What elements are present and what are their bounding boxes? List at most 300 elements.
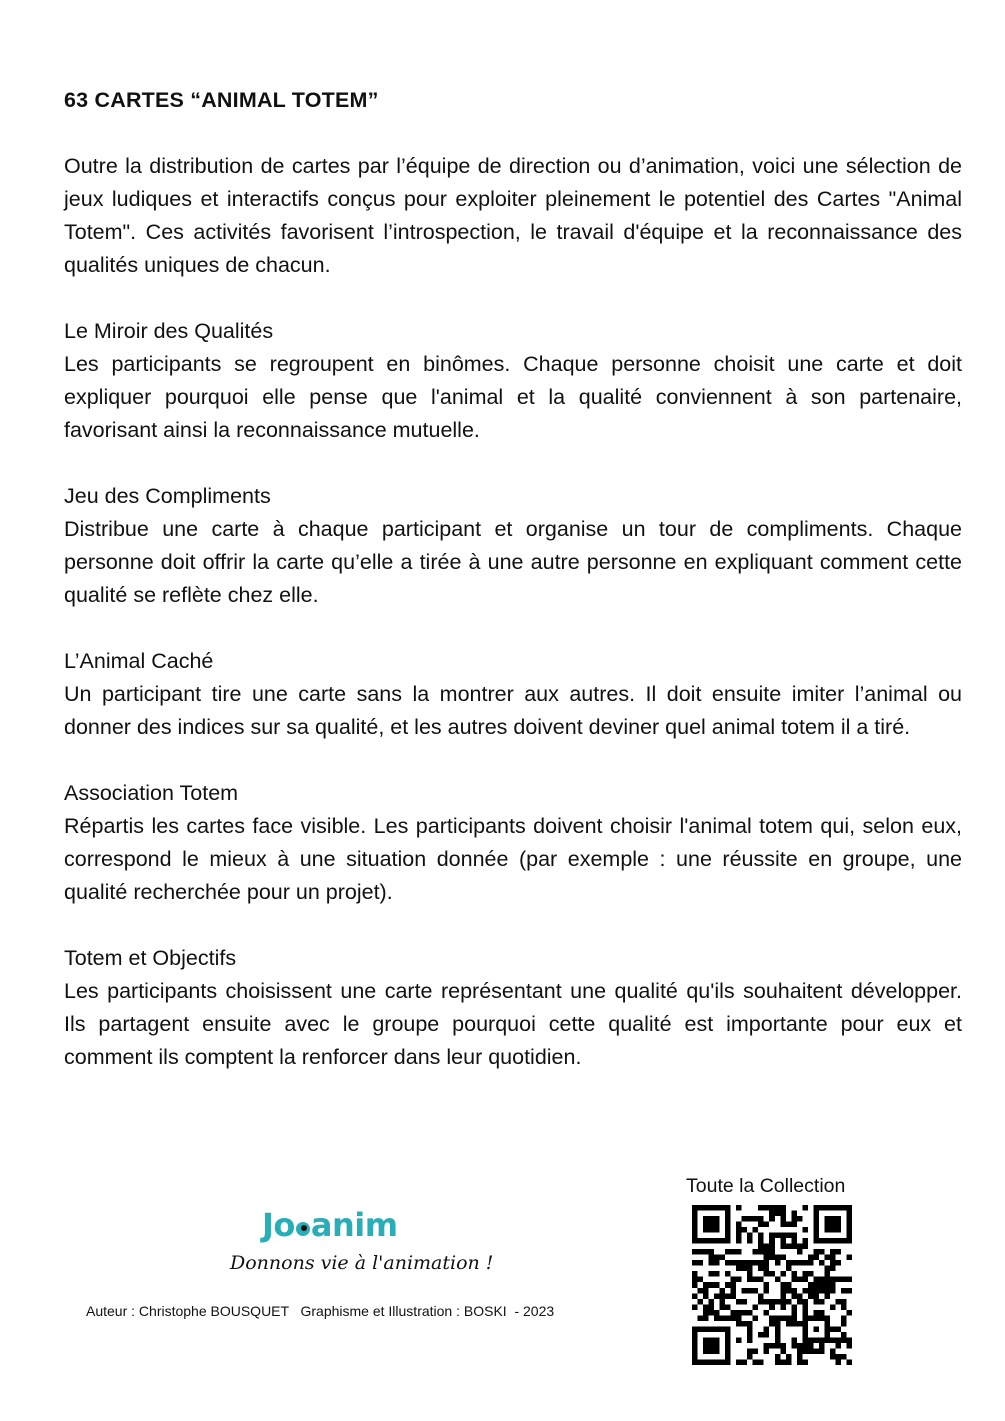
qr-module	[698, 1288, 704, 1294]
qr-module	[692, 1260, 698, 1266]
qr-module	[764, 1222, 770, 1228]
qr-module	[791, 1293, 797, 1299]
qr-module	[698, 1299, 704, 1305]
qr-module	[709, 1304, 715, 1310]
qr-module	[824, 1293, 830, 1299]
qr-module	[813, 1293, 819, 1299]
qr-module	[791, 1211, 797, 1217]
qr-module	[769, 1233, 775, 1239]
qr-module	[780, 1238, 786, 1244]
qr-module	[764, 1310, 770, 1316]
qr-module	[764, 1266, 770, 1272]
qr-module	[797, 1359, 803, 1365]
qr-module	[753, 1359, 759, 1365]
qr-module	[780, 1244, 786, 1250]
qr-module	[775, 1354, 781, 1360]
qr-module	[747, 1354, 753, 1360]
qr-module	[747, 1238, 753, 1244]
qr-module	[791, 1271, 797, 1277]
qr-module	[703, 1315, 709, 1321]
qr-module	[841, 1299, 847, 1305]
qr-module	[758, 1293, 764, 1299]
qr-finder-center	[824, 1216, 841, 1233]
qr-module	[731, 1310, 737, 1316]
qr-module	[725, 1249, 731, 1255]
qr-module	[714, 1255, 720, 1261]
qr-module	[764, 1244, 770, 1250]
qr-module	[758, 1266, 764, 1272]
qr-module	[797, 1343, 803, 1349]
qr-module	[802, 1343, 808, 1349]
qr-module	[830, 1354, 836, 1360]
qr-module	[709, 1299, 715, 1305]
qr-module	[846, 1343, 852, 1349]
qr-module	[703, 1282, 709, 1288]
qr-module	[846, 1255, 852, 1261]
qr-module	[786, 1321, 792, 1327]
qr-module	[775, 1321, 781, 1327]
section-title: Le Miroir des Qualités	[64, 319, 274, 343]
qr-module	[758, 1249, 764, 1255]
qr-module	[736, 1310, 742, 1316]
qr-module	[731, 1249, 737, 1255]
qr-module	[791, 1343, 797, 1349]
qr-module	[742, 1310, 748, 1316]
qr-module	[791, 1310, 797, 1316]
qr-module	[841, 1304, 847, 1310]
qr-module	[791, 1304, 797, 1310]
qr-module	[830, 1249, 836, 1255]
qr-module	[709, 1260, 715, 1266]
qr-module	[802, 1348, 808, 1354]
credits-line: Auteur : Christophe BOUSQUET Graphisme et Illustration : BOSKI - 2023	[86, 1303, 555, 1319]
qr-module	[780, 1222, 786, 1228]
qr-module	[841, 1332, 847, 1338]
qr-module	[731, 1277, 737, 1283]
qr-module	[819, 1348, 825, 1354]
qr-module	[703, 1288, 709, 1294]
qr-module	[819, 1282, 825, 1288]
qr-module	[819, 1277, 825, 1283]
qr-module	[835, 1354, 841, 1360]
qr-module	[797, 1299, 803, 1305]
qr-module	[830, 1255, 836, 1261]
qr-module	[808, 1282, 814, 1288]
qr-module	[758, 1205, 764, 1211]
qr-module	[720, 1255, 726, 1261]
qr-module	[764, 1249, 770, 1255]
qr-module	[802, 1359, 808, 1365]
qr-module	[819, 1343, 825, 1349]
section-text: Les participants se regroupent en binômes. Chaque personne choisit une carte et doit expliquer pourquoi elle pense que l'animal et la qualité conviennent à son partenaire, favorisant ainsi la reconnaissance mutuelle.	[64, 352, 962, 442]
qr-module	[780, 1359, 786, 1365]
qr-module	[736, 1359, 742, 1365]
qr-module	[753, 1249, 759, 1255]
qr-module	[802, 1277, 808, 1283]
qr-module	[747, 1337, 753, 1343]
qr-module	[731, 1288, 737, 1294]
qr-module	[835, 1343, 841, 1349]
qr-module	[731, 1315, 737, 1321]
qr-module	[736, 1249, 742, 1255]
qr-module	[808, 1271, 814, 1277]
qr-module	[720, 1315, 726, 1321]
section-compliments	[64, 480, 962, 612]
qr-module	[764, 1205, 770, 1211]
qr-module	[769, 1343, 775, 1349]
qr-module	[769, 1315, 775, 1321]
qr-module	[830, 1277, 836, 1283]
qr-module	[714, 1293, 720, 1299]
qr-module	[725, 1304, 731, 1310]
qr-module	[824, 1266, 830, 1272]
qr-module	[769, 1244, 775, 1250]
qr-module	[780, 1211, 786, 1217]
qr-module	[775, 1337, 781, 1343]
qr-module	[742, 1321, 748, 1327]
qr-module	[764, 1299, 770, 1305]
section-animal-cache	[64, 645, 962, 744]
section-text: Répartis les cartes face visible. Les participants doivent choisir l'animal totem qui, selon eux, correspond le mieux à une situation donnée (par exemple : une réussite en groupe, une qualité recherchée pour un projet).	[64, 814, 962, 904]
qr-module	[753, 1216, 759, 1222]
qr-module	[775, 1332, 781, 1338]
qr-module	[747, 1348, 753, 1354]
qr-module	[769, 1271, 775, 1277]
qr-module	[780, 1293, 786, 1299]
qr-module	[714, 1271, 720, 1277]
qr-module	[791, 1222, 797, 1228]
qr-module	[692, 1249, 698, 1255]
qr-module	[813, 1277, 819, 1283]
qr-module	[819, 1288, 825, 1294]
qr-module	[753, 1348, 759, 1354]
jobanim-logo	[222, 1206, 494, 1286]
qr-module	[802, 1271, 808, 1277]
qr-module	[797, 1293, 803, 1299]
qr-module	[780, 1304, 786, 1310]
qr-module	[720, 1293, 726, 1299]
qr-finder-center	[703, 1337, 720, 1354]
qr-module	[813, 1282, 819, 1288]
qr-module	[802, 1299, 808, 1305]
qr-module	[692, 1271, 698, 1277]
qr-module	[797, 1244, 803, 1250]
qr-caption: Toute la Collection	[686, 1175, 846, 1197]
qr-module	[830, 1282, 836, 1288]
qr-module	[830, 1288, 836, 1294]
qr-module	[841, 1288, 847, 1294]
qr-module	[797, 1354, 803, 1360]
qr-module	[846, 1288, 852, 1294]
qr-module	[769, 1211, 775, 1217]
qr-module	[791, 1315, 797, 1321]
intro-paragraph: Outre la distribution de cartes par l’équipe de direction ou d’animation, voici une sélection de jeux ludiques et interactifs conçus pour exploiter pleinement le potentiel des Cartes "Animal Totem". Ces activités favorisent l’introspection, le travail d'équipe et la reconnaissance des qualités uniques de chacun.	[64, 154, 962, 277]
qr-module	[769, 1205, 775, 1211]
qr-module	[703, 1310, 709, 1316]
qr-module	[747, 1326, 753, 1332]
qr-module	[835, 1260, 841, 1266]
qr-module	[775, 1277, 781, 1283]
qr-module	[791, 1277, 797, 1283]
qr-module	[764, 1260, 770, 1266]
qr-module	[758, 1260, 764, 1266]
qr-module	[819, 1299, 825, 1305]
qr-module	[720, 1299, 726, 1305]
qr-module	[824, 1288, 830, 1294]
qr-module	[808, 1255, 814, 1261]
qr-module	[791, 1233, 797, 1239]
qr-module	[698, 1277, 704, 1283]
qr-module	[841, 1354, 847, 1360]
logo-text-end: anim	[310, 1206, 398, 1244]
qr-module	[747, 1216, 753, 1222]
qr-module	[791, 1216, 797, 1222]
qr-module	[841, 1321, 847, 1327]
qr-module	[808, 1288, 814, 1294]
qr-module	[753, 1315, 759, 1321]
qr-module	[764, 1282, 770, 1288]
qr-module	[764, 1288, 770, 1294]
qr-module	[824, 1271, 830, 1277]
qr-module	[775, 1233, 781, 1239]
qr-module	[698, 1315, 704, 1321]
qr-module	[780, 1233, 786, 1239]
qr-module	[841, 1315, 847, 1321]
qr-module	[769, 1304, 775, 1310]
qr-module	[725, 1293, 731, 1299]
qr-module	[692, 1277, 698, 1283]
qr-module	[830, 1337, 836, 1343]
section-text: Les participants choisissent une carte représentant une qualité qu'ils souhaitent développer. Ils partagent ensuite avec le groupe pourquoi cette qualité est importante pour eux et comment ils comptent la renforcer dans leur quotidien.	[64, 979, 962, 1069]
qr-module	[780, 1315, 786, 1321]
qr-module	[835, 1359, 841, 1365]
section-objectifs	[64, 942, 962, 1074]
qr-module	[709, 1249, 715, 1255]
qr-module	[758, 1277, 764, 1283]
qr-module	[698, 1249, 704, 1255]
qr-module	[747, 1321, 753, 1327]
qr-module	[775, 1359, 781, 1365]
qr-module	[797, 1321, 803, 1327]
qr-module	[808, 1293, 814, 1299]
qr-module	[703, 1293, 709, 1299]
qr-module	[736, 1222, 742, 1228]
section-text: Distribue une carte à chaque participant et organise un tour de compliments. Chaque personne doit offrir la carte qu’elle a tirée à une autre personne en expliquant comment cette qualité se reflète chez elle.	[64, 517, 962, 607]
qr-module	[769, 1255, 775, 1261]
qr-module	[797, 1216, 803, 1222]
qr-module	[769, 1238, 775, 1244]
qr-module	[775, 1205, 781, 1211]
qr-module	[780, 1288, 786, 1294]
qr-module	[769, 1321, 775, 1327]
qr-module	[780, 1271, 786, 1277]
qr-module	[780, 1343, 786, 1349]
section-association	[64, 777, 962, 909]
qr-module	[775, 1260, 781, 1266]
qr-module	[692, 1293, 698, 1299]
qr-module	[758, 1359, 764, 1365]
qr-module	[736, 1315, 742, 1321]
section-title: Totem et Objectifs	[64, 946, 237, 970]
qr-module	[758, 1216, 764, 1222]
qr-module	[802, 1205, 808, 1211]
qr-module	[709, 1271, 715, 1277]
document-title: 63 CARTES “ANIMAL TOTEM”	[64, 88, 379, 112]
qr-module	[835, 1326, 841, 1332]
qr-module	[775, 1211, 781, 1217]
qr-module	[819, 1260, 825, 1266]
qr-module	[736, 1238, 742, 1244]
qr-module	[775, 1315, 781, 1321]
qr-module	[780, 1348, 786, 1354]
qr-code[interactable]	[692, 1205, 852, 1365]
qr-module	[846, 1277, 852, 1283]
qr-module	[830, 1260, 836, 1266]
qr-module	[742, 1359, 748, 1365]
qr-module	[714, 1282, 720, 1288]
qr-module	[802, 1310, 808, 1316]
qr-module	[703, 1304, 709, 1310]
qr-module	[780, 1299, 786, 1305]
logo-wordmark	[262, 1206, 398, 1244]
eye-icon	[296, 1222, 310, 1236]
qr-module	[786, 1233, 792, 1239]
qr-module	[747, 1271, 753, 1277]
qr-module	[725, 1282, 731, 1288]
qr-module	[742, 1216, 748, 1222]
qr-module	[714, 1260, 720, 1266]
qr-module	[709, 1282, 715, 1288]
qr-module	[846, 1310, 852, 1316]
qr-module	[731, 1293, 737, 1299]
qr-module	[813, 1348, 819, 1354]
qr-module	[802, 1288, 808, 1294]
qr-module	[791, 1238, 797, 1244]
qr-module	[802, 1260, 808, 1266]
qr-module	[709, 1255, 715, 1261]
qr-module	[725, 1271, 731, 1277]
qr-module	[698, 1260, 704, 1266]
qr-module	[736, 1233, 742, 1239]
qr-module	[835, 1299, 841, 1305]
qr-module	[786, 1288, 792, 1294]
qr-module	[725, 1315, 731, 1321]
qr-module	[714, 1310, 720, 1316]
qr-module	[775, 1326, 781, 1332]
qr-finder-center	[703, 1216, 720, 1233]
qr-module	[802, 1244, 808, 1250]
qr-module	[753, 1227, 759, 1233]
qr-module	[764, 1348, 770, 1354]
qr-alignment-center	[813, 1326, 819, 1332]
qr-module	[835, 1337, 841, 1343]
qr-module	[736, 1266, 742, 1272]
qr-module	[764, 1326, 770, 1332]
qr-module	[786, 1222, 792, 1228]
qr-module	[791, 1260, 797, 1266]
qr-module	[808, 1348, 814, 1354]
qr-module	[780, 1255, 786, 1261]
qr-module	[742, 1288, 748, 1294]
qr-module	[747, 1266, 753, 1272]
section-title: Jeu des Compliments	[64, 484, 271, 508]
qr-module	[720, 1304, 726, 1310]
qr-module	[736, 1260, 742, 1266]
qr-module	[802, 1304, 808, 1310]
qr-module	[830, 1304, 836, 1310]
qr-module	[824, 1282, 830, 1288]
qr-module	[758, 1238, 764, 1244]
qr-module	[791, 1288, 797, 1294]
qr-module	[791, 1321, 797, 1327]
qr-module	[786, 1282, 792, 1288]
qr-module	[819, 1249, 825, 1255]
qr-module	[758, 1233, 764, 1239]
qr-module	[835, 1249, 841, 1255]
qr-module	[764, 1332, 770, 1338]
qr-module	[747, 1288, 753, 1294]
qr-module	[742, 1266, 748, 1272]
qr-module	[747, 1332, 753, 1338]
qr-module	[786, 1299, 792, 1305]
qr-module	[714, 1315, 720, 1321]
qr-module	[802, 1227, 808, 1233]
qr-module	[747, 1260, 753, 1266]
qr-module	[747, 1233, 753, 1239]
qr-module	[791, 1244, 797, 1250]
qr-module	[808, 1260, 814, 1266]
logo-text-start: Jo	[262, 1206, 295, 1244]
qr-module	[736, 1299, 742, 1305]
qr-module	[775, 1255, 781, 1261]
qr-module	[753, 1260, 759, 1266]
qr-module	[775, 1343, 781, 1349]
qr-module	[813, 1299, 819, 1305]
qr-module	[786, 1260, 792, 1266]
qr-module	[703, 1249, 709, 1255]
qr-module	[769, 1249, 775, 1255]
qr-module	[824, 1277, 830, 1283]
qr-module	[753, 1277, 759, 1283]
section-title: L’Animal Caché	[64, 649, 214, 673]
qr-module	[830, 1266, 836, 1272]
qr-module	[764, 1255, 770, 1261]
qr-module	[736, 1227, 742, 1233]
qr-module	[797, 1277, 803, 1283]
qr-module	[753, 1304, 759, 1310]
qr-module	[742, 1299, 748, 1305]
qr-module	[786, 1359, 792, 1365]
qr-module	[841, 1277, 847, 1283]
qr-module	[824, 1255, 830, 1261]
qr-module	[747, 1310, 753, 1316]
qr-module	[764, 1343, 770, 1349]
qr-module	[758, 1332, 764, 1338]
qr-module	[709, 1310, 715, 1316]
section-miroir	[64, 315, 962, 447]
qr-module	[780, 1282, 786, 1288]
qr-module	[797, 1260, 803, 1266]
qr-module	[736, 1337, 742, 1343]
qr-module	[780, 1205, 786, 1211]
qr-module	[791, 1337, 797, 1343]
qr-module	[720, 1288, 726, 1294]
qr-module	[797, 1249, 803, 1255]
qr-module	[780, 1216, 786, 1222]
qr-module	[830, 1348, 836, 1354]
qr-module	[830, 1326, 836, 1332]
qr-module	[742, 1227, 748, 1233]
